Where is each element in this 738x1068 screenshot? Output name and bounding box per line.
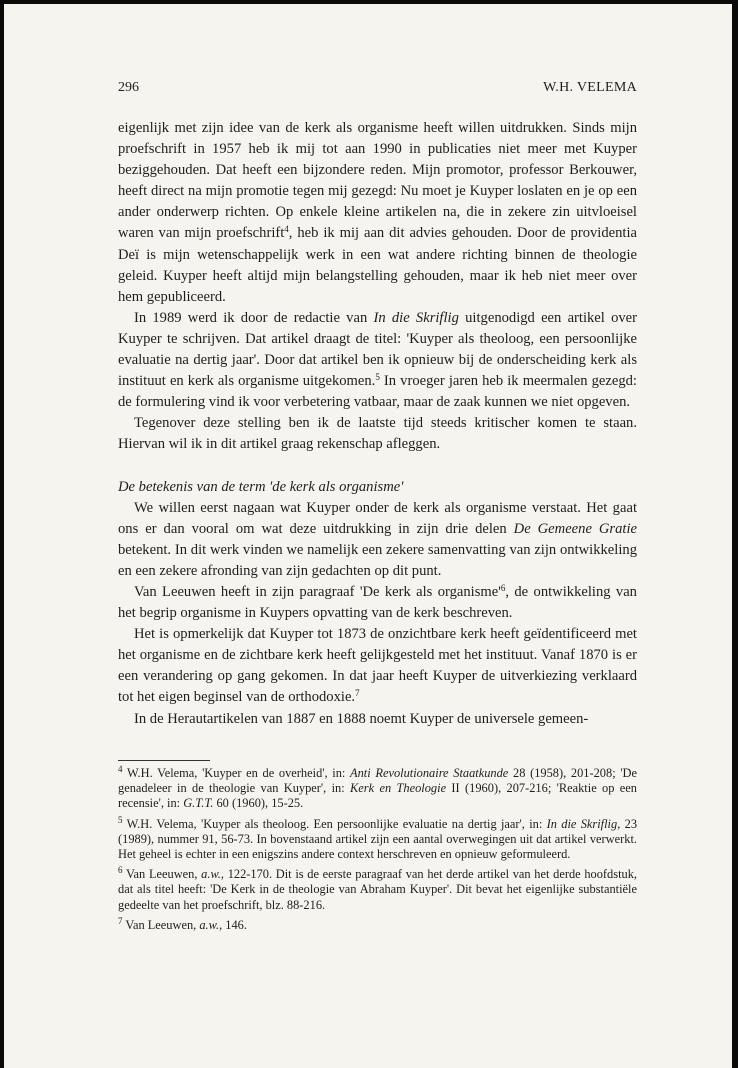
paragraph-1: eigenlijk met zijn idee van de kerk als organisme heeft willen uitdrukken. Sinds mijn proefschrift in 1957 heb ik mij tot aan 1990 in publicaties niet meer met Kuyper beziggehouden. Dat heeft een bijzondere reden. Mijn promotor, professor Berkouwer, heeft direct na mijn promotie tegen mij gezegd: Nu moet je Kuyper loslaten en je op een ander onderwerp richten. Op enkele kleine artikelen na, die in zekere zin uitvloeisel waren van mijn proefschrift$^4$, heb ik mij aan dit advies gehouden. Door de providentia Deï is mijn wetenschappelijk werk in een wat andere richting binnen de theologie geleid. Kuyper heeft altijd mijn belangstelling gehouden, maar ik heb niet meer over hem gepubliceerd. xyxy=(118,120,637,305)
paragraph-5: Van Leeuwen heeft in zijn paragraaf 'De kerk als $organisme'^6$, de ontwikkeling van het begrip organisme in Kuypers opvatting van de kerk beschreven. xyxy=(118,582,637,622)
page-border-right xyxy=(732,0,738,1068)
section-gap xyxy=(118,456,637,477)
page-number: 296 xyxy=(118,80,139,95)
footnote-4: $^4$ W.H. Velema, 'Kuyper en de overheid', in: Anti Revolutionaire Staatkunde 28 (1958), 201-208; 'De genadeleer in de theologie van Kuyper', in: Kerk en Theologie II (1960), 207-216; 'Reaktie op een recensie', in: G.T.T. 60 (1960), 15-25. xyxy=(118,764,638,811)
footnotes xyxy=(118,766,637,938)
footnote-5: $^5$ W.H. Velema, 'Kuyper als theoloog. Een persoonlijke evaluatie na dertig jaar', in: In die Skriflig, 23 (1989), nummer 91, 56-73. In bovenstaand artikel zijn een aantal overwegingen uit dat artikel verwerkt. Het geheel is echter in een enigszins andere context herschreven en opnieuw geformuleerd. xyxy=(118,814,638,862)
footnote-ref-6[interactable]: 6 xyxy=(500,582,506,593)
paragraph-4: We willen eerst nagaan wat Kuyper onder de kerk als organisme verstaat. Het gaat ons er dan vooral om wat deze uitdrukking in zijn drie delen De Gemeene Gratie betekent. In dit werk vinden we namelijk een zekere samenvatting van zijn ontwikkeling en een zekere afronding van zijn gedachten op dit punt. xyxy=(118,499,637,579)
paragraph-6: Het is opmerkelijk dat Kuyper tot 1873 de onzichtbare kerk heeft geïdentificeerd met het organisme en de zichtbare kerk heeft gelijkgesteld met het instituut. Vanaf 1870 is er een verandering op gang gekomen. In dat jaar heeft Kuyper de uitverkiezing verklaard tot het eigen beginsel van de orthodoxie.$^7$ xyxy=(118,626,637,706)
book-title: De Gemeene Gratie xyxy=(513,520,637,537)
page-border-left xyxy=(0,0,4,1068)
footnote-ref-7[interactable]: 7 xyxy=(355,688,360,699)
section-heading: De betekenis van de term 'de kerk als organisme' xyxy=(118,478,404,495)
footnote-ref-5[interactable]: 5 xyxy=(375,372,380,383)
paragraph-2: In 1989 werd ik door de redactie van In die Skriflig uitgenodigd een artikel over Kuyper te schrijven. Dat artikel draagt de titel: 'Kuyper als theoloog, een persoonlijke evaluatie na dertig jaar'. Door dat artikel ben ik opnieuw bij de onderscheiding kerk als instituut en kerk als organisme uitgekomen.$^5$ In vroeger jaren heb ik meermalen gezegd: de formulering vind ik voor verbetering vatbaar, maar de zaak kunnen we niet opgeven. xyxy=(118,309,637,411)
paragraph-7: In de Herautartikelen van 1887 en 1888 noemt Kuyper de universele gemeen- xyxy=(134,710,589,727)
footnote-divider xyxy=(118,760,210,761)
footnote-6: $^6$ Van Leeuwen, a.w., 122-170. Dit is de eerste paragraaf van het derde artikel van het derde hoofdstuk, dat als titel heeft: 'De Kerk in de theologie van Abraham Kuyper'. Dit bevat het eigenlijke substantiële gedeelte van het proefschrift, blz. 88-216. xyxy=(118,865,638,912)
footnote-ref-4[interactable]: 4 xyxy=(284,224,289,235)
paragraph-3: Tegenover deze stelling ben ik de laatste tijd steeds kritischer komen te staan. Hiervan wil ik in dit artikel graag rekenschap afleggen. xyxy=(118,415,637,453)
body-text xyxy=(118,118,637,730)
journal-title: In die Skriflig xyxy=(373,309,459,326)
running-head-author: W.H. VELEMA xyxy=(543,80,637,95)
page-border-top xyxy=(0,0,738,4)
footnote-7: $^7$ Van Leeuwen, a.w., 146. xyxy=(118,915,247,932)
